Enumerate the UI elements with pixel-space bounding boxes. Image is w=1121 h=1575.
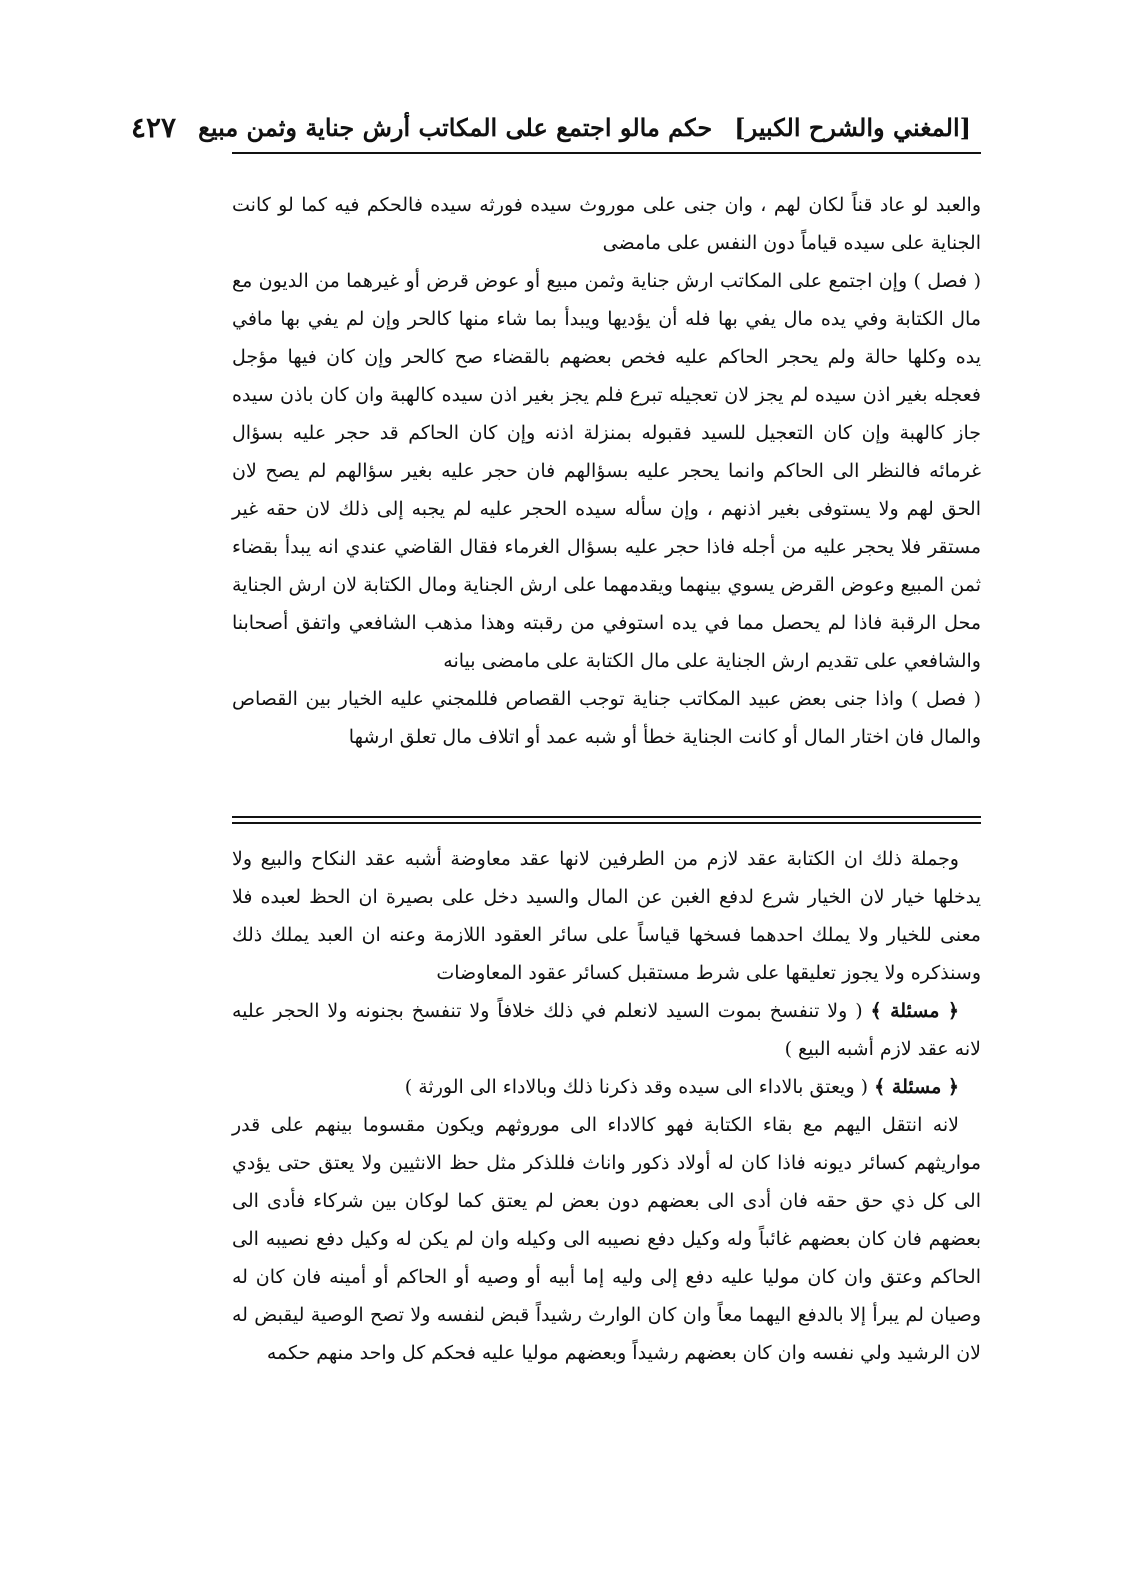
masala-2-text: ( ويعتق بالاداء الى سيده وقد ذكرنا ذلك وبالاداء الى الورثة ) — [404, 1076, 869, 1098]
upper-paragraph-fasl-1: ( فصل ) وإن اجتمع على المكاتب ارش جناية وثمن مبيع أو عوض قرض أو غيرهما من الديون مع مال الكتابة وفي يده مال يفي بها فله أن يؤديها ويبدأ بما شاء منها كالحر وإن لم يفي بها مافي يده وكلها حالة ولم يحجر الحاكم عليه فخص بعضهم بالقضاء صح كالحر وإن كان فيها مؤجل فعجله بغير اذن سيده لم يجز لان تعجيله تبرع فلم يجز بغير اذن سيده كالهبة وان كان باذن سيده جاز كالهبة وإن كان التعجيل للسيد فقبوله بمنزلة اذنه وإن كان الحاكم قد حجر عليه بسؤال غرمائه فالنظر الى الحاكم وانما يحجر عليه بسؤالهم فان حجر عليه بغير سؤالهم لم يصح لان الحق لهم ولا يستوفى بغير اذنهم ، وإن سأله سيده الحجر عليه لم يجبه إلى ذلك لان حقه غير مستقر فلا يحجر عليه من أجله فاذا حجر عليه بسؤال الغرماء فقال القاضي عندي انه يبدأ بقضاء ثمن المبيع وعوض القرض يسوي بينهما ويقدمهما على ارش الجناية ومال الكتابة لان ارش الجناية محل الرقبة فاذا لم يحصل مما في يده استوفي من رقبته وهذا مذهب الشافعي واتفق أصحابنا والشافعي على تقديم ارش الجناية على مال الكتابة على مامضى بيانه — [232, 270, 981, 672]
lower-intro-paragraph: وجملة ذلك ان الكتابة عقد لازم من الطرفين لانها عقد معاوضة أشبه عقد النكاح والبيع ولا يدخلها خيار لان الخيار شرع لدفع الغبن عن المال والسيد دخل على بصيرة ان الحظ لعبده فلا معنى للخيار ولا يملك احدهما فسخها قياساً على سائر العقود اللازمة وعنه ان العبد يملك ذلك وسنذكره ولا يجوز تعليقها على شرط مستقبل كسائر عقود المعاوضات — [232, 848, 981, 984]
masala-1-label: ﴿ مسئلة ﴾ — [870, 1000, 959, 1022]
masala-2-label: ﴿ مسئلة ﴾ — [874, 1076, 959, 1098]
masala-2-paragraph — [232, 1068, 981, 1106]
masala-1-text: ( ولا تنفسخ بموت السيد لانعلم في ذلك خلافاً ولا تنفسخ بجنونه ولا الحجر عليه لانه عقد لازم أشبه البيع ) — [232, 1000, 981, 1060]
section-separator — [232, 816, 981, 824]
lower-closing-paragraph: لانه انتقل اليهم مع بقاء الكتابة فهو كالاداء الى موروثهم ويكون مقسوما بينهم على قدر مواريثهم كسائر ديونه فاذا كان له أولاد ذكور واناث فللذكر مثل حظ الانثيين ولا يعتق حتى يؤدي الى كل ذي حق حقه فان أدى الى بعضهم دون بعض لم يعتق كما لوكان بين شركاء فأدى الى بعضهم فان كان بعضهم غائباً وله وكيل دفع نصيبه الى وكيله وان لم يكن له وكيل دفع نصيبه الى الحاكم وعتق وان كان موليا عليه دفع إلى وليه إما أبيه أو وصيه أو الحاكم أو أمينه فان كان له وصيان لم يبرأ إلا بالدفع اليهما معاً وان كان الوارث رشيداً قبض لنفسه ولا تصح الوصية ليقبض له لان الرشيد ولي نفسه وان كان بعضهم رشيداً وبعضهم موليا عليه فحكم كل واحد منهم حكمه — [232, 1114, 981, 1364]
upper-text-block — [232, 186, 981, 756]
section-title: حكم مالو اجتمع على المكاتب أرش جناية وثمن مبيع — [198, 112, 713, 142]
header-rule — [232, 152, 981, 154]
running-head: [المغني والشرح الكبير] — [734, 112, 971, 142]
upper-paragraph-fasl-2: ( فصل ) واذا جنى بعض عبيد المكاتب جناية توجب القصاص فللمجني عليه الخيار بين القصاص والمال فان اختار المال أو كانت الجناية خطأ أو شبه عمد أو اتلاف مال تعلق ارشها — [232, 688, 981, 748]
page-header — [130, 104, 971, 150]
masala-1-paragraph — [232, 992, 981, 1068]
upper-paragraph-1: والعبد لو عاد قناً لكان لهم ، وان جنى على موروث سيده فورثه سيده فالحكم فيه كما لو كانت الجناية على سيده قياماً دون النفس على مامضى — [232, 194, 981, 254]
lower-text-block — [232, 840, 981, 1372]
page-number: ٤٢٧ — [130, 110, 177, 144]
